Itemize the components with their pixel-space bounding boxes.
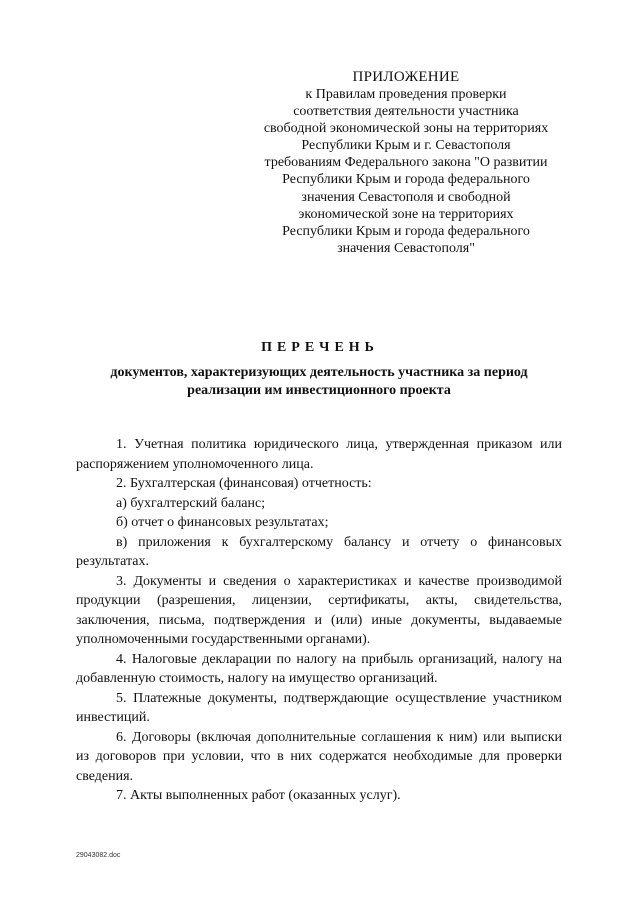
list-subitem: в) приложения к бухгалтерскому балансу и отчету о финансовых результатах. bbox=[76, 534, 562, 569]
appendix-line: экономической зоне на территориях bbox=[298, 206, 514, 222]
list-item: 6. Договоры (включая дополнительные соглашения к ним) или выписки из договоров при условии, что в них содержатся необходимые для проверки сведения. bbox=[76, 729, 562, 784]
appendix-line: Республики Крым и города федерального bbox=[282, 172, 530, 188]
appendix-line: к Правилам проведения проверки bbox=[305, 87, 507, 102]
subheading-line: документов, характеризующих деятельность участника за период bbox=[110, 365, 528, 380]
appendix-line: свободной экономической зоны на территориях bbox=[263, 121, 549, 137]
file-name-footer: 29043082.doc bbox=[76, 852, 121, 859]
list-subitem: б) отчет о финансовых результатах; bbox=[116, 515, 329, 530]
appendix-line: Республики Крым и г. Севастополя bbox=[301, 138, 511, 154]
appendix-line: значения Севастополя" bbox=[337, 240, 475, 256]
list-item: 3. Документы и сведения о характеристиках и качестве производимой продукции (разрешения, лицензии, сертификаты, акты, свидетельства, заключения, письма, подтверждения и (или) иные документы, выдаваемые уполномоченными государственными органами). bbox=[76, 573, 562, 647]
list-item: 5. Платежные документы, подтверждающие осуществление участником инвестиций. bbox=[76, 690, 562, 725]
document-subheading bbox=[76, 364, 562, 400]
list-subitem: а) бухгалтерский баланс; bbox=[116, 495, 266, 511]
appendix-line: Республики Крым и города федерального bbox=[282, 223, 530, 239]
appendix-title: ПРИЛОЖЕНИЕ bbox=[352, 69, 460, 85]
subheading-line: реализации им инвестиционного проекта bbox=[187, 383, 451, 398]
appendix-line: соответствия деятельности участника bbox=[293, 104, 519, 120]
list-item: 1. Учетная политика юридического лица, утвержденная приказом или распоряжением уполномоченного лица. bbox=[76, 437, 562, 472]
appendix-block bbox=[236, 69, 576, 257]
appendix-line: значения Севастополя и свободной bbox=[301, 189, 511, 205]
document-body bbox=[76, 435, 562, 806]
appendix-line: требованиям Федерального закона "О развитии bbox=[264, 155, 548, 171]
list-item: 2. Бухгалтерская (финансовая) отчетность: bbox=[116, 476, 372, 491]
list-item: 7. Акты выполненных работ (оказанных услуг). bbox=[116, 788, 401, 803]
document-heading: ПЕРЕЧЕНЬ bbox=[261, 340, 379, 355]
list-item: 4. Налоговые декларации по налогу на прибыль организаций, налогу на добавленную стоимость, налогу на имущество организаций. bbox=[76, 651, 562, 686]
